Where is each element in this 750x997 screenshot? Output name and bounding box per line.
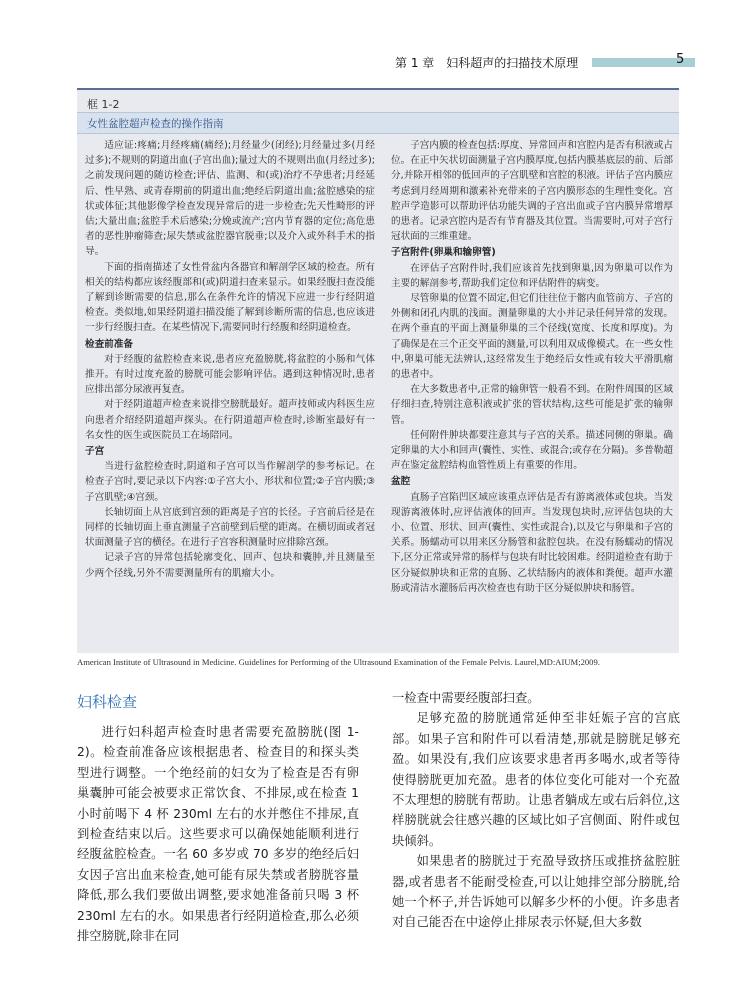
page-number: 5 xyxy=(676,52,685,67)
box-column-right xyxy=(391,138,673,596)
box-label: 框 1-2 xyxy=(87,98,120,111)
box-source-citation: American Institute of Ultrasound in Medicine. Guidelines for Performing of the Ultrasound Examination of the Female Pelvis. Laurel,MD:AIUM;2009. xyxy=(77,657,600,667)
box-paragraph: 对于经阴道超声检查来说排空膀胱最好。超声技师或内科医生应向患者介绍经阴道超声探头。在行阴道超声检查时,诊断室最好有一名女性的医生或医院员工在场陪同。 xyxy=(85,399,375,441)
box-paragraph: 记录子宫的异常包括轮廓变化、回声、包块和囊肿,并且测量至少两个径线,另外不需要测量所有的肌瘤大小。 xyxy=(85,552,375,579)
section-title: 妇科检查 xyxy=(77,693,138,711)
body-paragraph: 进行妇科超声检查时患者需要充盈膀胱(图 1-2)。检查前准备应该根据患者、检查目的和探头类型进行调整。一个绝经前的妇女为了检查是否有卵巢囊肿可能会被要求正常饮食、不排尿,或在检查 1 小时前喝下 4 杯 230ml 左右的水并憋住不排尿,直到检查结束以后。这些要求可以确保她能顺利进行经腹盆腔检查。一名 60 多岁或 70 多岁的绝经后妇女因子宫出血来检查,她可能有尿失禁或者膀胱容量降低,那么我们要做出调整,要求她准备前只喝 3 杯 230ml 左右的水。如果患者行经阴道检查,那么必须排空膀胱,除非在同 xyxy=(77,725,359,944)
box-paragraph: 在大多数患者中,正常的输卵管一般看不到。在附件周围的区域仔细扫查,特别注意积液或扩张的管状结构,这些可能是扩张的输卵管。 xyxy=(391,384,673,426)
body-paragraph: 如果患者的膀胱过于充盈导致挤压或推挤盆腔脏器,或者患者不能耐受检查,可以让她排空部分膀胱,给她一个杯子,并告诉她可以解多少杯的小便。许多患者对自己能否在中途停止排尿表示怀疑,但大多数 xyxy=(392,854,680,930)
box-paragraph: 任何附件肿块都要注意其与子宫的关系。描述同侧的卵巢。确定卵巢的大小和回声(囊性、实性、或混合;或存在分隔)。多普勒超声在鉴定盆腔结构血管性质上有重要的作用。 xyxy=(391,429,673,472)
box-paragraph: 直肠子宫陷凹区域应该重点评估是否有游离液体或包块。当发现游离液体时,应评估液体的回声。当发现包块时,应评估包块的大小、位置、形状、回声(囊性、实性或混合),以及它与卵巢和子宫的关系。肠蠕动可以用来区分肠管和盆腔包块。在没有肠蠕动的情况下,区分正常或异常的肠样与包块有时比较困难。经阴道检查有助于区分疑似肿块和正常的直肠、乙状结肠内的液体和粪便。超声水灌肠或清洁水灌肠后再次检查也有助于区分疑似肿块和肠管。 xyxy=(391,491,673,594)
main-column-right xyxy=(392,688,680,933)
body-paragraph: 一检查中需要经腹部扫查。 xyxy=(392,691,540,705)
guideline-box xyxy=(77,88,679,653)
box-subheading: 子宫 xyxy=(85,446,105,458)
box-paragraph: 当进行盆腔检查时,阴道和子宫可以当作解剖学的参考标记。在检查子宫时,要记录以下内容:①子宫大小、形状和位置;②子宫内膜;③子宫肌壁;④宫颈。 xyxy=(85,461,375,503)
chapter-title: 第 1 章 妇科超声的扫描技术原理 xyxy=(395,55,579,70)
box-paragraph: 子宫内膜的检查包括:厚度、异常回声和宫腔内是否有积液或占位。在正中矢状切面测量子宫内膜厚度,包括内膜基底层的前、后部分,并除开相邻的低回声的子宫肌壁和宫腔的积液。评估子宫内膜应考虑到月经周期和激素补充带来的子宫内膜形态的生理性变化。宫腔声学造影可以帮助评估功能失调的子宫出血或子宫内膜异常增厚的患者。记录宫腔内是否有节育器及其位置。当需要时,可对子宫行冠状面的三维重建。 xyxy=(391,140,673,243)
running-header xyxy=(395,52,695,72)
body-paragraph: 足够充盈的膀胱通常延伸至非妊娠子宫的宫底部。如果子宫和附件可以看清楚,那就是膀胱足够充盈。如果没有,我们应该要求患者再多喝水,或者等待使得膀胱更加充盈。患者的体位变化可能对一个充盈不太理想的膀胱有帮助。让患者躺成左或右后斜位,这样膀胱就会往感兴趣的区域比如子宫侧面、附件或包块倾斜。 xyxy=(392,711,680,848)
box-subheading: 盆腔 xyxy=(391,476,411,488)
box-paragraph: 长轴切面上从宫底到宫颈的距离是子宫的长径。子宫前后径是在同样的长轴切面上垂直测量子宫前壁到后壁的距离。在横切面或者冠状面测量子宫的横径。在进行子宫容积测量时应排除宫颈。 xyxy=(85,506,375,549)
box-title: 女性盆腔超声检查的操作指南 xyxy=(87,118,224,130)
box-subheading: 检查前准备 xyxy=(85,338,133,350)
box-paragraph: 在评估子宫附件时,我们应该首先找到卵巢,因为卵巢可以作为主要的解剖参考,帮助我们定位和评估附件的病变。 xyxy=(391,262,673,289)
box-paragraph: 尽管卵巢的位置不固定,但它们往往位于髂内血管前方、子宫的外侧和闭孔内肌的浅面。测量卵巢的大小并记录任何异常的发现。在两个垂直的平面上测量卵巢的三个径线(宽度、长度和厚度)。为了确保是在三个正交平面的测量,可以利用双成像模式。在一些女性中,卵巢可能无法辨认,这经常发生于绝经后女性或有较大平滑肌瘤的患者中。 xyxy=(391,293,673,381)
box-title-band xyxy=(77,112,679,134)
main-column-left xyxy=(77,688,359,946)
box-column-left xyxy=(85,138,375,581)
box-paragraph: 对于经腹的盆腔检查来说,患者应充盈膀胱,将盆腔的小肠和气体推开。有时过度充盈的膀胱可能会影响评估。遇到这种情况时,患者应排出部分尿液再复查。 xyxy=(85,353,375,396)
box-paragraph: 下面的指南描述了女性骨盆内各器官和解剖学区域的检查。所有相关的结构都应该经腹部和(或)阴道扫查来显示。如果经腹扫查没能了解到诊断需要的信息,那么在条件允许的情况下应进一步行经阴道检查。类似地,如果经阴道扫描没能了解到诊断所需的信息,也应该进一步行经腹扫查。在某些情况下,需要同时行经腹和经阴道检查。 xyxy=(85,261,375,334)
box-paragraph: 适应证:疼痛;月经疼痛(痛经);月经量少(闭经);月经量过多(月经过多);不规则的阴道出血(子宫出血);量过大的不规则出血(月经过多);之前发现问题的随访检查;评估、监测、和(或)治疗不孕患者;月经延后、性早熟、或青春期前的阴道出血;绝经后阴道出血;盆腔感染的症状或体征;其他影像学检查发现异常后的进一步检查;先天性畸形的评估;大量出血;盆腔手术后感染;分娩或流产;宫内节育器的定位;高危患者的恶性肿瘤筛查;尿失禁或盆腔器官脱垂;以及介入或外科手术的指导。 xyxy=(85,140,375,258)
box-subheading: 子宫附件(卵巢和输卵管) xyxy=(391,247,496,259)
